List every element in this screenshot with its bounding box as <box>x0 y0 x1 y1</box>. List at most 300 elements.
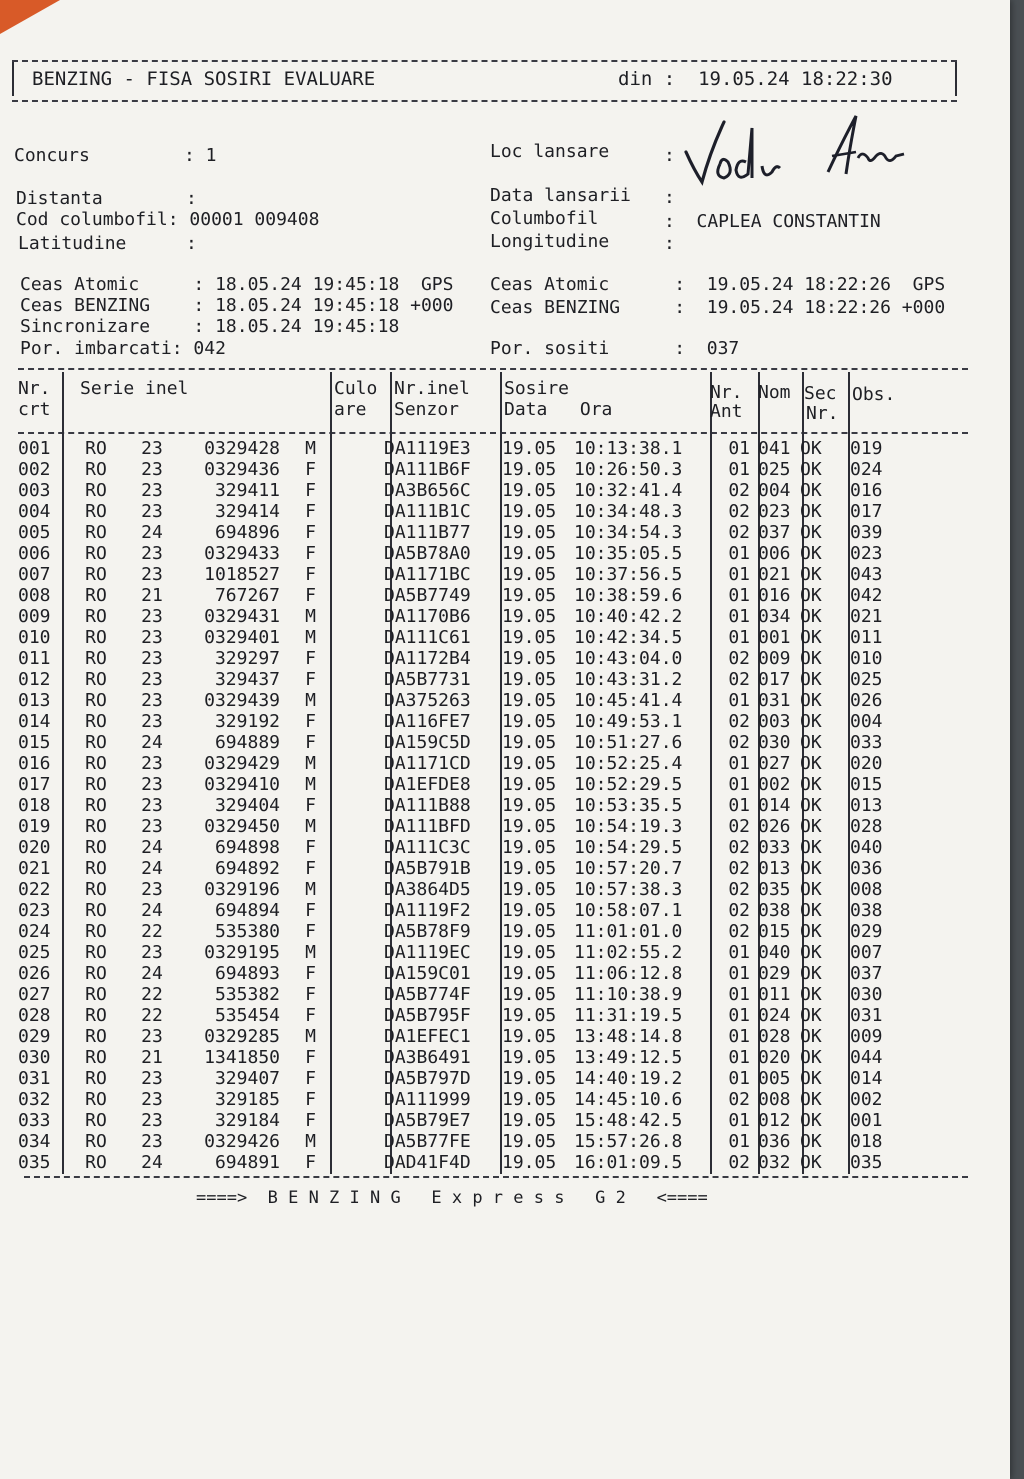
row-sec: OK <box>800 585 822 606</box>
background-corner <box>0 0 60 34</box>
row-nr: 014 <box>18 711 51 732</box>
row-sex: F <box>305 1068 316 1089</box>
col-header-sosire: Sosire <box>504 378 570 399</box>
row-nr: 015 <box>18 732 51 753</box>
row-culoare <box>320 585 380 606</box>
row-obs: 015 <box>850 774 883 795</box>
row-year: 24 <box>141 522 163 543</box>
row-ring: 329414 <box>214 501 280 522</box>
table-row <box>18 879 910 900</box>
row-culoare <box>320 774 380 795</box>
row-ant: 01 <box>728 1026 750 1047</box>
row-ant: 01 <box>728 1110 750 1131</box>
row-nom: 027 <box>758 753 791 774</box>
row-nr: 034 <box>18 1131 51 1152</box>
row-country: RO <box>85 984 107 1005</box>
row-ring: 694891 <box>214 1152 280 1173</box>
row-date: 19.05 <box>502 522 557 543</box>
row-ring: 1018527 <box>204 564 280 585</box>
row-date: 19.05 <box>502 1089 557 1110</box>
row-sec: OK <box>800 1026 822 1047</box>
row-country: RO <box>85 1152 107 1173</box>
row-nr: 028 <box>18 1005 51 1026</box>
row-time: 10:35:05.5 <box>574 543 683 564</box>
row-country: RO <box>85 753 107 774</box>
row-year: 23 <box>141 501 163 522</box>
row-sec: OK <box>800 795 822 816</box>
row-country: RO <box>85 564 107 585</box>
row-country: RO <box>85 1026 107 1047</box>
row-country: RO <box>85 837 107 858</box>
table-row <box>18 501 910 522</box>
row-sec: OK <box>800 858 822 879</box>
row-date: 19.05 <box>502 774 557 795</box>
row-culoare <box>320 711 380 732</box>
row-ant: 01 <box>728 1068 750 1089</box>
row-nr: 019 <box>18 816 51 837</box>
row-ant: 02 <box>728 732 750 753</box>
row-year: 23 <box>141 648 163 669</box>
row-country: RO <box>85 900 107 921</box>
row-nom: 037 <box>758 522 791 543</box>
row-year: 22 <box>141 984 163 1005</box>
row-sensor: DA1EFEC1 <box>384 1026 471 1047</box>
row-ant: 02 <box>728 816 750 837</box>
row-sec: OK <box>800 459 822 480</box>
table-row <box>18 1089 910 1110</box>
table-row <box>18 1005 910 1026</box>
row-nom: 002 <box>758 774 791 795</box>
col-header-nrinel: Nr.inel <box>394 378 470 399</box>
ceas-atomic-right: Ceas Atomic : 19.05.24 18:22:26 GPS <box>490 274 946 295</box>
row-nom: 003 <box>758 711 791 732</box>
row-time: 10:37:56.5 <box>574 564 683 585</box>
row-time: 10:40:42.2 <box>574 606 683 627</box>
row-nr: 008 <box>18 585 51 606</box>
row-sensor: DA1170B6 <box>384 606 471 627</box>
table-row <box>18 585 910 606</box>
row-obs: 026 <box>850 690 883 711</box>
row-year: 24 <box>141 1152 163 1173</box>
row-sex: M <box>305 753 316 774</box>
row-sensor: DA5B791B <box>384 858 471 879</box>
row-ant: 02 <box>728 921 750 942</box>
row-ant: 02 <box>728 837 750 858</box>
table-row <box>18 606 910 627</box>
row-year: 23 <box>141 1026 163 1047</box>
row-nr: 020 <box>18 837 51 858</box>
col-header-serie: Serie inel <box>80 378 189 399</box>
row-sensor: DA375263 <box>384 690 471 711</box>
row-country: RO <box>85 1131 107 1152</box>
row-culoare <box>320 858 380 879</box>
row-sensor: DA111BFD <box>384 816 471 837</box>
row-nr: 023 <box>18 900 51 921</box>
row-nom: 009 <box>758 648 791 669</box>
row-time: 10:53:35.5 <box>574 795 683 816</box>
col-header-data-ora: Data Ora <box>504 399 613 420</box>
row-nom: 030 <box>758 732 791 753</box>
row-ant: 02 <box>728 900 750 921</box>
row-ring: 329407 <box>214 1068 280 1089</box>
row-time: 10:34:54.3 <box>574 522 683 543</box>
row-time: 10:57:38.3 <box>574 879 683 900</box>
row-sec: OK <box>800 879 822 900</box>
row-date: 19.05 <box>502 753 557 774</box>
row-date: 19.05 <box>502 900 557 921</box>
row-ring: 694893 <box>214 963 280 984</box>
row-nr: 035 <box>18 1152 51 1173</box>
row-ant: 01 <box>728 1047 750 1068</box>
row-sex: F <box>305 648 316 669</box>
row-year: 23 <box>141 690 163 711</box>
row-sex: M <box>305 627 316 648</box>
row-sec: OK <box>800 501 822 522</box>
table-row <box>18 480 910 501</box>
row-year: 22 <box>141 1005 163 1026</box>
row-nom: 036 <box>758 1131 791 1152</box>
row-nom: 017 <box>758 669 791 690</box>
header-top-border <box>12 60 957 62</box>
row-ring: 329297 <box>214 648 280 669</box>
row-date: 19.05 <box>502 480 557 501</box>
row-obs: 030 <box>850 984 883 1005</box>
row-obs: 033 <box>850 732 883 753</box>
row-culoare <box>320 816 380 837</box>
table-row <box>18 795 910 816</box>
row-date: 19.05 <box>502 711 557 732</box>
row-nom: 041 <box>758 438 791 459</box>
row-sec: OK <box>800 543 822 564</box>
row-date: 19.05 <box>502 1110 557 1131</box>
col-header-are: are <box>334 399 367 420</box>
row-obs: 028 <box>850 816 883 837</box>
document-title: BENZING - FISA SOSIRI EVALUARE <box>32 68 376 90</box>
table-row <box>18 963 910 984</box>
row-sec: OK <box>800 522 822 543</box>
row-nr: 013 <box>18 690 51 711</box>
row-date: 19.05 <box>502 1005 557 1026</box>
row-country: RO <box>85 1068 107 1089</box>
row-country: RO <box>85 816 107 837</box>
table-row <box>18 1047 910 1068</box>
header-right-border <box>955 62 957 96</box>
row-date: 19.05 <box>502 921 557 942</box>
row-nr: 011 <box>18 648 51 669</box>
row-sensor: DAD41F4D <box>384 1152 471 1173</box>
row-time: 13:49:12.5 <box>574 1047 683 1068</box>
row-sex: F <box>305 564 316 585</box>
row-obs: 020 <box>850 753 883 774</box>
row-country: RO <box>85 501 107 522</box>
row-ant: 02 <box>728 669 750 690</box>
row-sensor: DA111999 <box>384 1089 471 1110</box>
row-ant: 01 <box>728 1005 750 1026</box>
table-row <box>18 858 910 879</box>
row-sex: F <box>305 522 316 543</box>
row-sex: F <box>305 480 316 501</box>
col-header-ant: Ant <box>710 401 743 422</box>
row-sec: OK <box>800 1089 822 1110</box>
row-nom: 005 <box>758 1068 791 1089</box>
row-culoare <box>320 522 380 543</box>
row-time: 10:58:07.1 <box>574 900 683 921</box>
row-obs: 038 <box>850 900 883 921</box>
row-nom: 013 <box>758 858 791 879</box>
row-sec: OK <box>800 753 822 774</box>
row-nr: 005 <box>18 522 51 543</box>
row-date: 19.05 <box>502 438 557 459</box>
row-culoare <box>320 690 380 711</box>
row-ant: 01 <box>728 795 750 816</box>
row-culoare <box>320 501 380 522</box>
row-time: 10:51:27.6 <box>574 732 683 753</box>
row-nr: 025 <box>18 942 51 963</box>
row-sensor: DA1119E3 <box>384 438 471 459</box>
row-country: RO <box>85 774 107 795</box>
table-row <box>18 669 910 690</box>
row-nom: 034 <box>758 606 791 627</box>
row-sec: OK <box>800 984 822 1005</box>
row-nr: 024 <box>18 921 51 942</box>
row-date: 19.05 <box>502 984 557 1005</box>
row-obs: 016 <box>850 480 883 501</box>
row-culoare <box>320 1089 380 1110</box>
row-sex: M <box>305 774 316 795</box>
row-year: 24 <box>141 858 163 879</box>
row-obs: 040 <box>850 837 883 858</box>
row-nr: 010 <box>18 627 51 648</box>
row-date: 19.05 <box>502 459 557 480</box>
row-nr: 027 <box>18 984 51 1005</box>
row-culoare <box>320 606 380 627</box>
row-obs: 039 <box>850 522 883 543</box>
row-sex: F <box>305 837 316 858</box>
row-date: 19.05 <box>502 1047 557 1068</box>
row-time: 10:45:41.4 <box>574 690 683 711</box>
row-nom: 004 <box>758 480 791 501</box>
row-obs: 044 <box>850 1047 883 1068</box>
table-header-border <box>18 432 968 434</box>
row-year: 23 <box>141 459 163 480</box>
row-sensor: DA5B7749 <box>384 585 471 606</box>
row-obs: 013 <box>850 795 883 816</box>
row-sex: M <box>305 816 316 837</box>
row-nom: 020 <box>758 1047 791 1068</box>
row-nom: 014 <box>758 795 791 816</box>
row-year: 23 <box>141 480 163 501</box>
row-sex: M <box>305 879 316 900</box>
row-sec: OK <box>800 1068 822 1089</box>
loc-lansare-label: Loc lansare <box>490 141 610 162</box>
row-year: 23 <box>141 1110 163 1131</box>
row-time: 14:40:19.2 <box>574 1068 683 1089</box>
table-top-border <box>18 368 968 370</box>
table-row <box>18 1068 910 1089</box>
table-row <box>18 753 910 774</box>
row-culoare <box>320 921 380 942</box>
row-obs: 008 <box>850 879 883 900</box>
row-ant: 01 <box>728 606 750 627</box>
row-year: 23 <box>141 627 163 648</box>
print-date: din : 19.05.24 18:22:30 <box>618 68 893 90</box>
data-lansarii-sep: : <box>664 187 675 208</box>
row-date: 19.05 <box>502 1152 557 1173</box>
row-sec: OK <box>800 627 822 648</box>
row-year: 21 <box>141 585 163 606</box>
row-ant: 02 <box>728 480 750 501</box>
row-sex: M <box>305 690 316 711</box>
row-sec: OK <box>800 690 822 711</box>
row-obs: 024 <box>850 459 883 480</box>
col-header-sec-nr: Nr. <box>806 403 839 424</box>
row-date: 19.05 <box>502 501 557 522</box>
row-sec: OK <box>800 1047 822 1068</box>
row-sex: F <box>305 732 316 753</box>
row-country: RO <box>85 480 107 501</box>
row-country: RO <box>85 1005 107 1026</box>
row-nr: 007 <box>18 564 51 585</box>
row-sec: OK <box>800 1131 822 1152</box>
row-nr: 033 <box>18 1110 51 1131</box>
table-bottom-border <box>24 1176 968 1178</box>
row-obs: 010 <box>850 648 883 669</box>
row-obs: 029 <box>850 921 883 942</box>
row-sensor: DA5B774F <box>384 984 471 1005</box>
table-row <box>18 900 910 921</box>
row-culoare <box>320 459 380 480</box>
row-year: 22 <box>141 921 163 942</box>
row-nr: 030 <box>18 1047 51 1068</box>
row-culoare <box>320 963 380 984</box>
row-nr: 016 <box>18 753 51 774</box>
row-ant: 01 <box>728 1131 750 1152</box>
row-culoare <box>320 564 380 585</box>
ceas-benzing-right: Ceas BENZING : 19.05.24 18:22:26 +000 <box>490 297 946 318</box>
row-time: 10:54:29.5 <box>574 837 683 858</box>
row-sec: OK <box>800 1110 822 1131</box>
row-date: 19.05 <box>502 1131 557 1152</box>
row-time: 11:10:38.9 <box>574 984 683 1005</box>
row-obs: 031 <box>850 1005 883 1026</box>
row-ring: 1341850 <box>204 1047 280 1068</box>
row-ring: 535382 <box>214 984 280 1005</box>
row-ring: 329192 <box>214 711 280 732</box>
row-sensor: DA5B78A0 <box>384 543 471 564</box>
row-culoare <box>320 984 380 1005</box>
row-ant: 02 <box>728 1152 750 1173</box>
table-row <box>18 837 910 858</box>
row-date: 19.05 <box>502 1026 557 1047</box>
row-country: RO <box>85 648 107 669</box>
row-sec: OK <box>800 1005 822 1026</box>
footer-banner: ====> B E N Z I N G E x p r e s s G 2 <==== <box>196 1188 708 1208</box>
row-sensor: DA1119F2 <box>384 900 471 921</box>
row-ring: 0329431 <box>204 606 280 627</box>
row-date: 19.05 <box>502 648 557 669</box>
row-year: 23 <box>141 774 163 795</box>
porumbei-imbarcati: Por. imbarcati: 042 <box>20 338 226 359</box>
row-ring: 0329410 <box>204 774 280 795</box>
table-row <box>18 564 910 585</box>
row-culoare <box>320 753 380 774</box>
table-row <box>18 522 910 543</box>
row-nr: 002 <box>18 459 51 480</box>
row-year: 21 <box>141 1047 163 1068</box>
row-date: 19.05 <box>502 585 557 606</box>
row-date: 19.05 <box>502 1068 557 1089</box>
row-ring: 694892 <box>214 858 280 879</box>
row-country: RO <box>85 438 107 459</box>
row-nr: 029 <box>18 1026 51 1047</box>
row-ring: 0329433 <box>204 543 280 564</box>
row-obs: 021 <box>850 606 883 627</box>
distanta-label: Distanta <box>16 188 103 209</box>
row-obs: 018 <box>850 1131 883 1152</box>
table-row <box>18 1131 910 1152</box>
table-row <box>18 816 910 837</box>
row-obs: 001 <box>850 1110 883 1131</box>
col-header-crt: crt <box>18 399 51 420</box>
row-sex: F <box>305 501 316 522</box>
row-sensor: DA111B1C <box>384 501 471 522</box>
row-time: 10:52:29.5 <box>574 774 683 795</box>
row-ring: 329404 <box>214 795 280 816</box>
row-ant: 02 <box>728 711 750 732</box>
row-country: RO <box>85 606 107 627</box>
row-sec: OK <box>800 900 822 921</box>
row-nom: 008 <box>758 1089 791 1110</box>
row-year: 23 <box>141 606 163 627</box>
row-sex: F <box>305 900 316 921</box>
row-ring: 0329428 <box>204 438 280 459</box>
row-ant: 01 <box>728 543 750 564</box>
row-nom: 026 <box>758 816 791 837</box>
row-nr: 021 <box>18 858 51 879</box>
latitudine-label: Latitudine <box>18 233 127 254</box>
row-year: 23 <box>141 669 163 690</box>
row-nr: 009 <box>18 606 51 627</box>
row-country: RO <box>85 858 107 879</box>
row-time: 10:43:04.0 <box>574 648 683 669</box>
row-nr: 017 <box>18 774 51 795</box>
row-date: 19.05 <box>502 606 557 627</box>
row-ring: 0329429 <box>204 753 280 774</box>
row-sex: F <box>305 1110 316 1131</box>
row-year: 24 <box>141 837 163 858</box>
table-row <box>18 648 910 669</box>
table-row <box>18 1110 910 1131</box>
row-sex: F <box>305 1152 316 1173</box>
row-ant: 01 <box>728 942 750 963</box>
row-culoare <box>320 480 380 501</box>
row-ant: 01 <box>728 774 750 795</box>
table-row <box>18 984 910 1005</box>
row-sensor: DA5B795F <box>384 1005 471 1026</box>
row-nr: 018 <box>18 795 51 816</box>
row-ring: 329185 <box>214 1089 280 1110</box>
row-ring: 694896 <box>214 522 280 543</box>
row-sex: F <box>305 963 316 984</box>
row-nom: 040 <box>758 942 791 963</box>
row-sensor: DA1171CD <box>384 753 471 774</box>
row-country: RO <box>85 627 107 648</box>
row-ring: 694894 <box>214 900 280 921</box>
row-culoare <box>320 669 380 690</box>
row-ant: 01 <box>728 690 750 711</box>
row-year: 24 <box>141 963 163 984</box>
row-sensor: DA3864D5 <box>384 879 471 900</box>
